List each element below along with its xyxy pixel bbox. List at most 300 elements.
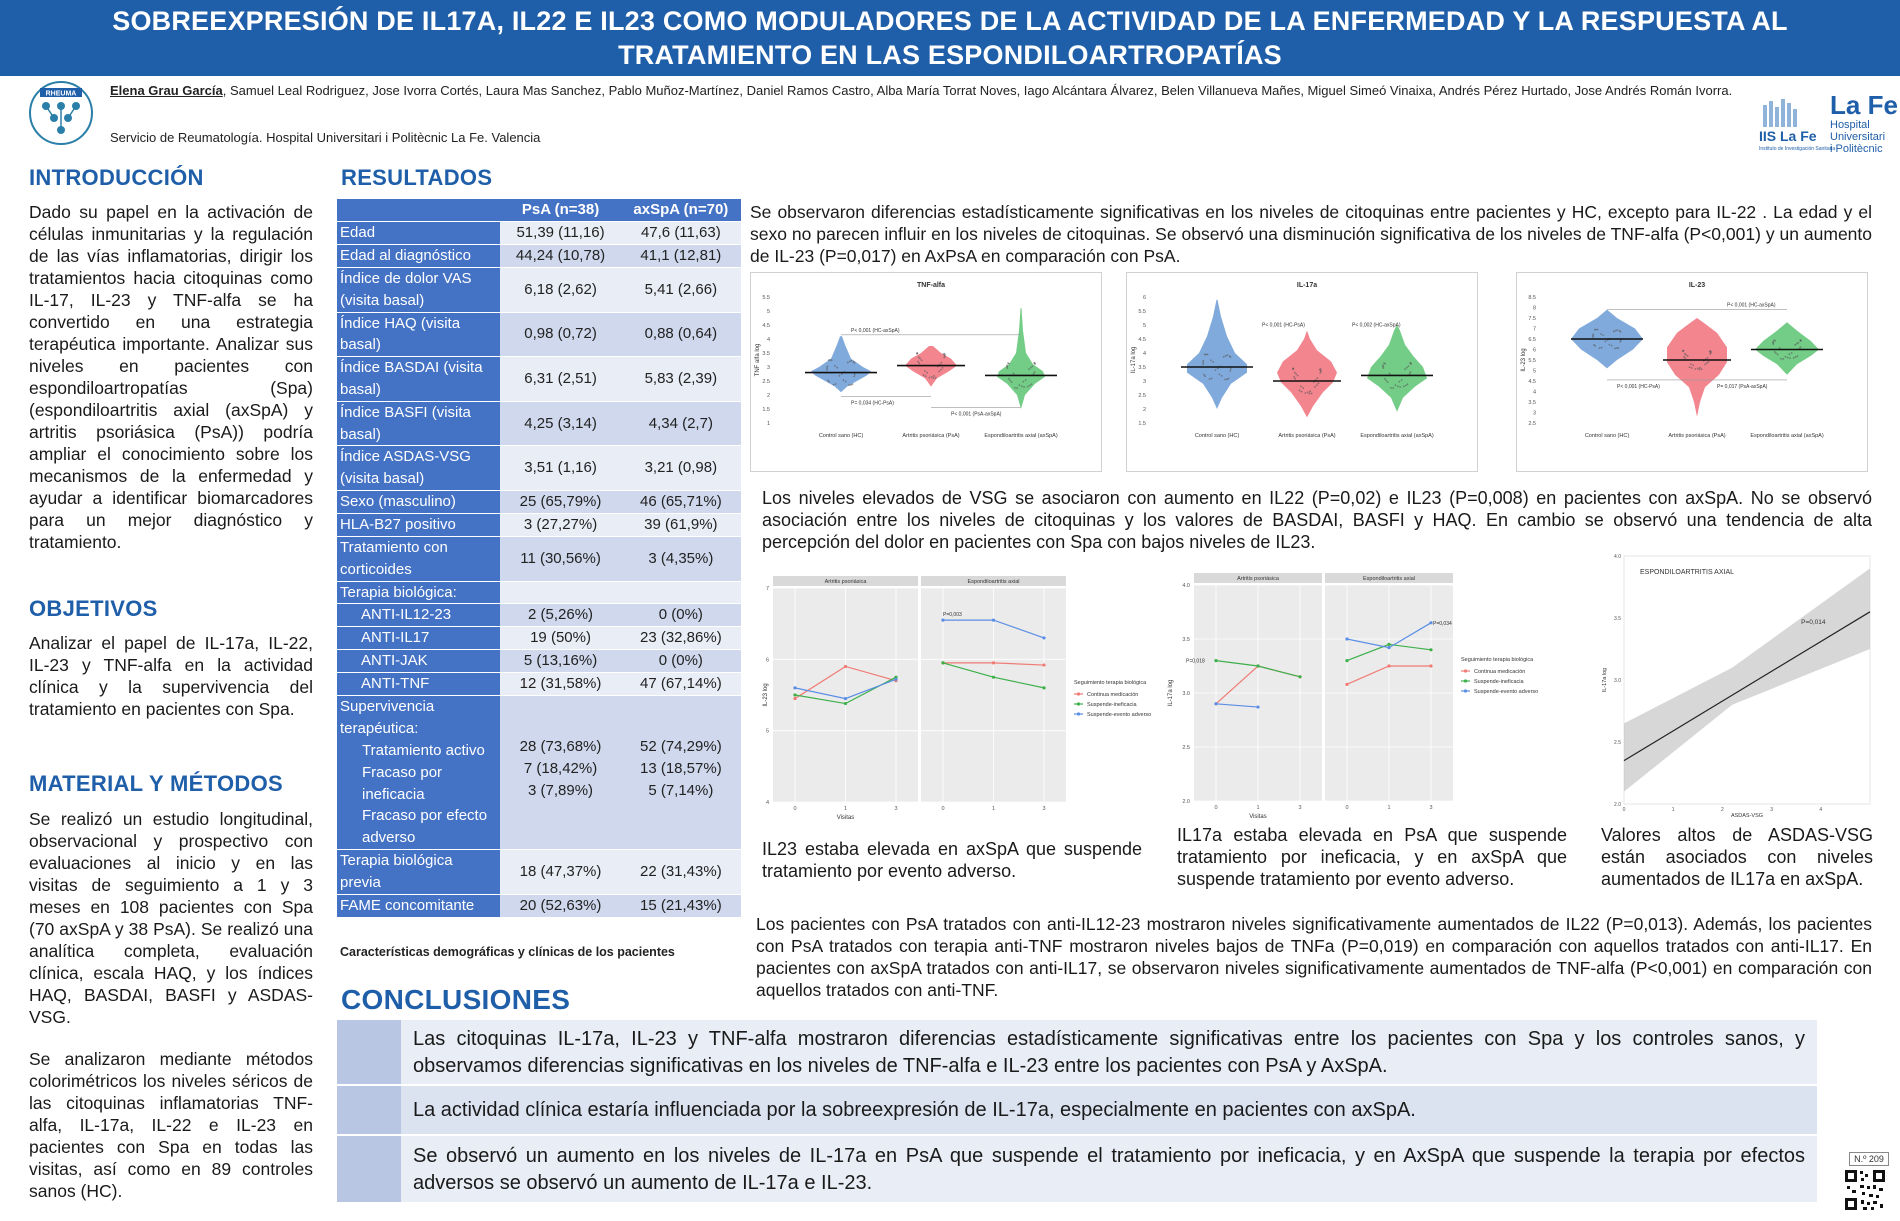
data-point bbox=[1708, 361, 1710, 363]
data-point bbox=[1230, 356, 1232, 358]
data-point bbox=[828, 359, 830, 361]
y-tick-label: 2 bbox=[766, 393, 770, 399]
data-point bbox=[1297, 375, 1299, 377]
data-point bbox=[1684, 357, 1686, 359]
data-point bbox=[1774, 340, 1776, 342]
y-tick-label: 6 bbox=[1532, 347, 1536, 354]
data-point bbox=[1799, 339, 1801, 341]
data-point bbox=[1614, 348, 1616, 350]
table-header-blank bbox=[337, 199, 500, 222]
data-point bbox=[1691, 367, 1693, 369]
conclusion-item-1 bbox=[337, 1020, 1817, 1084]
table-row-label: Índice BASDAI (visita basal) bbox=[337, 357, 500, 402]
data-point bbox=[917, 361, 919, 363]
data-point bbox=[1382, 364, 1384, 366]
y-tick-label: 3.0 bbox=[1614, 678, 1621, 684]
data-point bbox=[1796, 343, 1798, 345]
table-cell-psa: 6,18 (2,62) bbox=[500, 268, 620, 313]
data-point bbox=[921, 359, 923, 361]
data-point bbox=[1308, 393, 1310, 395]
annotation-label: P= 0,034 (HC-PsA) bbox=[851, 400, 894, 407]
data-point bbox=[828, 381, 830, 383]
x-tick-label: Artritis psoriásica (PsA) bbox=[1278, 433, 1336, 439]
series-point bbox=[941, 661, 944, 664]
data-point bbox=[1224, 379, 1226, 381]
y-tick-label: 7 bbox=[1532, 326, 1536, 333]
table-row-label: Índice BASFI (visita basal) bbox=[337, 401, 500, 446]
table-row bbox=[337, 650, 741, 673]
data-point bbox=[1404, 368, 1406, 370]
y-tick-label: 6.5 bbox=[1528, 337, 1536, 343]
y-tick-label: 2.5 bbox=[762, 379, 770, 385]
series-point bbox=[1345, 659, 1348, 662]
series-point bbox=[1042, 686, 1045, 689]
table-row bbox=[337, 245, 741, 268]
table-row bbox=[337, 894, 741, 917]
table-cell-axspa: 41,1 (12,81) bbox=[621, 245, 741, 268]
rheuma-logo bbox=[28, 80, 94, 146]
survival-sub-adverse: Fracaso por efecto adverso bbox=[362, 807, 488, 847]
data-point bbox=[1794, 344, 1796, 346]
x-tick-label: 0 bbox=[1622, 807, 1626, 813]
series-point bbox=[1256, 664, 1259, 667]
line-chart-il17a-svg bbox=[1162, 563, 1582, 820]
table-row bbox=[337, 581, 741, 604]
table-cell-axspa: 4,34 (2,7) bbox=[621, 401, 741, 446]
data-point bbox=[849, 361, 851, 363]
data-point bbox=[1795, 356, 1797, 358]
data-point bbox=[1032, 365, 1034, 367]
series-point bbox=[1298, 675, 1301, 678]
annotation-label: P=0,003 bbox=[943, 612, 962, 619]
series-point bbox=[793, 697, 796, 700]
data-point bbox=[1611, 345, 1613, 347]
data-point bbox=[826, 367, 828, 369]
data-point bbox=[1226, 378, 1228, 380]
table-cell-axspa: 5,41 (2,66) bbox=[621, 268, 741, 313]
violin-chart-tnf-svg bbox=[751, 273, 1101, 471]
data-point bbox=[1029, 385, 1031, 387]
data-point bbox=[1615, 330, 1617, 332]
table-cell-psa: 5 (13,16%) bbox=[500, 650, 620, 673]
data-point bbox=[1710, 350, 1712, 352]
table-cell-axspa: 22 (31,43%) bbox=[621, 849, 741, 894]
table-cell-psa: 11 (30,56%) bbox=[500, 536, 620, 581]
y-tick-label: 4 bbox=[1142, 351, 1146, 357]
legend-swatch-point bbox=[1464, 679, 1467, 682]
data-point bbox=[1410, 371, 1412, 373]
data-point bbox=[940, 369, 942, 371]
data-point bbox=[1305, 392, 1307, 394]
objectives-text: Analizar el papel de IL-17a, IL-22, IL-23 y TNF-alfa en la actividad clínica y la supervivencia del tratamiento en pacientes con Spa. bbox=[29, 633, 313, 719]
violin-chart-il17a-svg bbox=[1127, 273, 1477, 471]
y-tick-label: 3.5 bbox=[1528, 400, 1536, 406]
conclusion-item-3 bbox=[337, 1136, 1817, 1202]
data-point bbox=[931, 376, 933, 378]
poster-number-badge: N.º 209 bbox=[1849, 1152, 1889, 1166]
table-cell-empty bbox=[500, 581, 620, 604]
table-row bbox=[337, 446, 741, 491]
data-point bbox=[919, 358, 921, 360]
annotation-label: P< 0,001 (HC-axSpA) bbox=[1727, 302, 1776, 309]
data-point bbox=[1033, 362, 1035, 364]
x-tick-label: 3 bbox=[894, 806, 898, 812]
data-point bbox=[1013, 373, 1015, 375]
line-chart-il17a bbox=[1162, 563, 1582, 820]
x-tick-label: 3 bbox=[1298, 805, 1302, 811]
x-tick-label: Espondiloartritis axial (axSpA) bbox=[984, 433, 1058, 439]
violin-shape bbox=[1755, 322, 1819, 375]
data-point bbox=[1014, 387, 1016, 389]
data-point bbox=[1788, 353, 1790, 355]
data-point bbox=[1307, 391, 1309, 393]
data-point bbox=[1384, 363, 1386, 365]
x-tick-label: 1 bbox=[991, 806, 996, 812]
data-point bbox=[941, 362, 943, 364]
legend-title: Seguimiento terapia biológica bbox=[1461, 657, 1534, 663]
data-point bbox=[1225, 355, 1227, 357]
conclusion-marker bbox=[337, 1136, 401, 1202]
data-point bbox=[1221, 375, 1223, 377]
table-row-label: Índice ASDAS-VSG (visita basal) bbox=[337, 446, 500, 491]
y-tick-label: 2.5 bbox=[1528, 421, 1536, 427]
data-point bbox=[836, 367, 838, 369]
results-text-1: Se observaron diferencias estadísticamente significativas en los niveles de citoquinas entre pacientes y HC, excepto para IL-22 . La edad y el sexo no parecen influir en los niveles de citoquinas. Se observó una disminución significativa de los niveles de TNF-alfa (P<0,001) y un aumento de IL-23 (P=0,017) en AxPsA en comparación con PsA. bbox=[750, 202, 1872, 266]
data-point bbox=[924, 370, 926, 372]
data-point bbox=[1704, 363, 1706, 365]
data-point bbox=[1601, 347, 1603, 349]
legend-label: Suspende-evento adverso bbox=[1087, 712, 1152, 718]
y-tick-label: 6 bbox=[1142, 295, 1146, 301]
data-point bbox=[918, 362, 920, 364]
table-cell-axspa: 46 (65,71%) bbox=[621, 490, 741, 513]
data-point bbox=[1791, 352, 1793, 354]
data-point bbox=[1613, 331, 1615, 333]
survival-label: Supervivencia terapéutica: bbox=[340, 698, 435, 738]
data-point bbox=[831, 359, 833, 361]
y-tick-label: 3 bbox=[766, 365, 770, 371]
data-point bbox=[1314, 386, 1316, 388]
legend-swatch-point bbox=[1464, 669, 1467, 672]
data-point bbox=[1392, 387, 1394, 389]
series-point bbox=[894, 678, 897, 681]
y-tick-label: 1.5 bbox=[762, 407, 770, 413]
series-point bbox=[793, 686, 796, 689]
poster-header bbox=[0, 0, 1900, 76]
table-row-label: Edad al diagnóstico bbox=[337, 245, 500, 268]
data-point bbox=[1008, 363, 1010, 365]
table-row-label: Índice de dolor VAS (visita basal) bbox=[337, 268, 500, 313]
data-point bbox=[1215, 369, 1217, 371]
data-point bbox=[935, 377, 937, 379]
data-point bbox=[1021, 385, 1023, 387]
table-cell-axspa: 39 (61,9%) bbox=[621, 513, 741, 536]
legend-title: Seguimiento terapia biológica bbox=[1074, 680, 1147, 686]
data-point bbox=[1008, 378, 1010, 380]
table-cell-axspa: 0 (0%) bbox=[621, 604, 741, 627]
x-tick-label: Control sano (HC) bbox=[1584, 433, 1630, 439]
x-tick-label: Artritis psoriásica (PsA) bbox=[902, 433, 960, 439]
legend-swatch-point bbox=[1077, 702, 1080, 705]
table-row bbox=[337, 401, 741, 446]
data-point bbox=[1202, 362, 1204, 364]
table-cell-psa: 3,51 (1,16) bbox=[500, 446, 620, 491]
lafe-logo-text: La Fe bbox=[1830, 90, 1898, 120]
objectives-heading: OBJETIVOS bbox=[29, 596, 158, 621]
data-point bbox=[1409, 362, 1411, 364]
poster-title-line1: SOBREEXPRESIÓN DE IL17A, IL22 E IL23 COMO MODULADORES DE LA ACTIVIDAD DE LA ENFERMEDAD Y LA RESPUESTA AL bbox=[112, 6, 1788, 36]
y-tick-label: 7 bbox=[765, 586, 769, 592]
data-point bbox=[1299, 390, 1301, 392]
x-tick-label: 1 bbox=[1387, 805, 1391, 811]
data-point bbox=[1697, 368, 1699, 370]
table-cell-psa: 51,39 (11,16) bbox=[500, 222, 620, 245]
data-point bbox=[1602, 334, 1604, 336]
y-tick-label: 2.5 bbox=[1182, 745, 1190, 751]
lafe-logo-sub1: Hospital bbox=[1830, 119, 1870, 131]
table-row-label: ANTI-IL17 bbox=[337, 627, 500, 650]
data-point bbox=[1699, 367, 1701, 369]
table-row-label: HLA-B27 positivo bbox=[337, 513, 500, 536]
violin-chart-il17a bbox=[1126, 272, 1478, 472]
data-point bbox=[1707, 357, 1709, 359]
data-point bbox=[1218, 373, 1220, 375]
conclusions-heading: CONCLUSIONES bbox=[341, 984, 571, 1015]
y-tick-label: 7.5 bbox=[1528, 316, 1536, 322]
data-point bbox=[1309, 390, 1311, 392]
panel-label: Artritis psoriásica bbox=[1237, 576, 1279, 582]
data-point bbox=[944, 353, 946, 355]
table-cell-psa: 4,25 (3,14) bbox=[500, 401, 620, 446]
data-point bbox=[916, 353, 918, 355]
x-tick-label: 2 bbox=[1721, 807, 1724, 813]
table-header-psa: PsA (n=38) bbox=[500, 199, 620, 222]
series-point bbox=[793, 693, 796, 696]
annotation-label: P< 0,001 (HC-PsA) bbox=[1262, 322, 1305, 329]
series-point bbox=[1387, 643, 1390, 646]
y-tick-label: 5 bbox=[766, 309, 770, 315]
y-tick-label: 2.5 bbox=[1614, 740, 1621, 746]
x-tick-label: 3 bbox=[1429, 805, 1433, 811]
table-row-label: Terapia biológica: bbox=[337, 581, 500, 604]
chart-title: ESPONDILOARTRITIS AXIAL bbox=[1640, 569, 1735, 576]
table-cell-psa: 2 (5,26%) bbox=[500, 604, 620, 627]
table-cell-axspa: 0,88 (0,64) bbox=[621, 312, 741, 357]
y-tick-label: 4 bbox=[766, 337, 770, 343]
table-cell-psa: 18 (47,37%) bbox=[500, 849, 620, 894]
table-cell-psa: 0,98 (0,72) bbox=[500, 312, 620, 357]
data-point bbox=[929, 377, 931, 379]
data-point bbox=[1387, 381, 1389, 383]
series-point bbox=[1429, 648, 1432, 651]
caption-il23: IL23 estaba elevada en axSpA que suspende tratamiento por evento adverso. bbox=[762, 839, 1142, 881]
chart-title: IL-17a bbox=[1296, 282, 1318, 289]
qr-code-icon[interactable] bbox=[1843, 1168, 1887, 1212]
data-point bbox=[1019, 384, 1021, 386]
data-point bbox=[1300, 385, 1302, 387]
table-cell-psa: 3 (27,27%) bbox=[500, 513, 620, 536]
survival-axspa-2: 13 (18,57%) bbox=[639, 760, 722, 778]
data-point bbox=[835, 383, 837, 385]
y-tick-label: 8 bbox=[1532, 305, 1536, 312]
table-row bbox=[337, 357, 741, 402]
table-cell-psa bbox=[500, 696, 620, 850]
data-point bbox=[1772, 341, 1774, 343]
data-point bbox=[1682, 350, 1684, 352]
chart-title: TNF-alfa bbox=[917, 282, 945, 289]
data-point bbox=[1389, 373, 1391, 375]
y-axis-label: IL-23 log bbox=[763, 683, 769, 707]
table-cell-axspa: 15 (21,43%) bbox=[621, 894, 741, 917]
data-point bbox=[1016, 387, 1018, 389]
data-point bbox=[848, 384, 850, 386]
data-point bbox=[1684, 353, 1686, 355]
violin-shape bbox=[1367, 325, 1427, 412]
data-point bbox=[1006, 364, 1008, 366]
data-point bbox=[1690, 363, 1692, 365]
annotation-label: P< 0,001 (HC-PsA) bbox=[1617, 383, 1660, 390]
data-point bbox=[1608, 344, 1610, 346]
series-point bbox=[992, 619, 995, 622]
y-tick-label: 1.5 bbox=[1138, 421, 1146, 427]
series-point bbox=[1214, 659, 1217, 662]
data-point bbox=[839, 375, 841, 377]
x-axis-label: Visitas bbox=[1249, 814, 1267, 820]
violin-shape bbox=[1277, 331, 1337, 418]
data-point bbox=[1800, 346, 1802, 348]
table-cell-psa: 20 (52,63%) bbox=[500, 894, 620, 917]
y-tick-label: 3.5 bbox=[762, 351, 770, 357]
data-point bbox=[926, 372, 928, 374]
violin-shape bbox=[1667, 318, 1727, 417]
data-point bbox=[1302, 387, 1304, 389]
y-axis-label: IL-17a log bbox=[1602, 667, 1608, 693]
data-point bbox=[1209, 378, 1211, 380]
poster-title-line2: TRATAMIENTO EN LAS ESPONDILOARTROPATÍAS bbox=[618, 40, 1282, 70]
data-point bbox=[1320, 368, 1322, 370]
data-point bbox=[853, 375, 855, 377]
legend-label: Continua medicación bbox=[1087, 692, 1139, 698]
table-header-axspa: axSpA (n=70) bbox=[621, 199, 741, 222]
data-point bbox=[1620, 331, 1622, 333]
table-row bbox=[337, 513, 741, 536]
table-cell-axspa: 47 (67,14%) bbox=[621, 673, 741, 696]
y-tick-label: 5.5 bbox=[1528, 358, 1536, 364]
legend-swatch-point bbox=[1077, 712, 1080, 715]
table-row-label: FAME concomitante bbox=[337, 894, 500, 917]
iis-logo-text: IIS La Fe bbox=[1759, 128, 1817, 144]
data-point bbox=[826, 365, 828, 367]
data-point bbox=[1011, 381, 1013, 383]
data-point bbox=[1397, 385, 1399, 387]
data-point bbox=[1293, 376, 1295, 378]
data-point bbox=[1689, 366, 1691, 368]
data-point bbox=[1318, 382, 1320, 384]
survival-axspa-1: 52 (74,29%) bbox=[639, 738, 722, 756]
table-row bbox=[337, 490, 741, 513]
y-tick-label: 5.5 bbox=[762, 295, 770, 301]
data-point bbox=[1223, 356, 1225, 358]
panel-label: Espondiloartritis axial bbox=[967, 579, 1020, 585]
violin-shape bbox=[1187, 300, 1247, 409]
x-axis-label: ASDAS-VSG bbox=[1730, 813, 1764, 819]
table-row-label bbox=[337, 696, 500, 850]
rheuma-logo-text: RHEUMA bbox=[45, 90, 77, 98]
y-tick-label: 4.5 bbox=[1138, 337, 1146, 343]
data-point bbox=[826, 369, 828, 371]
data-point bbox=[854, 374, 856, 376]
table-row-label: Índice HAQ (visita basal) bbox=[337, 312, 500, 357]
data-point bbox=[1025, 379, 1027, 381]
y-tick-label: 2.5 bbox=[1138, 393, 1146, 399]
data-point bbox=[1030, 367, 1032, 369]
y-tick-label: 5.5 bbox=[1138, 309, 1146, 315]
data-point bbox=[1798, 342, 1800, 344]
data-point bbox=[1709, 353, 1711, 355]
series-point bbox=[844, 702, 847, 705]
series-point bbox=[992, 676, 995, 679]
scatter-chart-asdas-svg bbox=[1598, 548, 1878, 818]
scatter-chart-asdas bbox=[1598, 548, 1878, 818]
x-tick-label: 0 bbox=[1214, 805, 1218, 811]
table-cell-psa: 12 (31,58%) bbox=[500, 673, 620, 696]
table-row bbox=[337, 627, 741, 650]
table-cell-axspa: 5,83 (2,39) bbox=[621, 357, 741, 402]
data-point bbox=[1401, 379, 1403, 381]
first-author: Elena Grau García bbox=[110, 83, 223, 98]
annotation-label: P=0,018 bbox=[1186, 658, 1205, 665]
data-point bbox=[1406, 367, 1408, 369]
annotation-label: P< 0,001 (PsA-axSpA) bbox=[951, 411, 1002, 418]
violin-shape bbox=[811, 336, 871, 392]
violin-chart-tnf bbox=[750, 272, 1102, 472]
intro-text: Dado su papel en la activación de células inmunitarias y la regulación de las vías inflamatorias, dirigir los tratamientos hacia citoquinas como IL-17, IL-23 y TNF-alfa se ha convertido en una estrategia terapéutica importante. Analizar sus niveles en pacientes con espondiloartropatías (Spa) (espondiloartritis axial (axSpA) y artritis psoriásica (PsA)) podría ampliar el conocimiento sobre los mecanismos de la enfermedad y ayudar a identificar biomarcadores para un mejor diagnóstico y tratamiento. bbox=[29, 202, 313, 552]
caption-asdas: Valores altos de ASDAS-VSG están asociados con niveles aumentados de IL17a en axSpA. bbox=[1601, 825, 1873, 889]
y-axis-label: IL-17a log bbox=[1131, 346, 1137, 374]
legend-label: Suspende-ineficacia bbox=[1474, 679, 1524, 685]
y-tick-label: 5 bbox=[1532, 368, 1536, 375]
data-point bbox=[1782, 358, 1784, 360]
data-point bbox=[1706, 362, 1708, 364]
lafe-logo-sub3: i Politècnic bbox=[1830, 143, 1883, 155]
data-point bbox=[1407, 383, 1409, 385]
data-point bbox=[1793, 357, 1795, 359]
annotation-label: P=0,034 bbox=[1433, 620, 1452, 627]
table-row bbox=[337, 268, 741, 313]
data-point bbox=[1294, 378, 1296, 380]
data-point bbox=[1787, 357, 1789, 359]
legend-swatch-point bbox=[1077, 692, 1080, 695]
x-tick-label: 3 bbox=[1770, 807, 1773, 813]
data-point bbox=[1780, 358, 1782, 360]
other-authors: , Samuel Leal Rodriguez, Jose Ivorra Cortés, Laura Mas Sanchez, Pablo Muñoz-Martínez, Daniel Ramos Castro, Alba María Torrat Noves, Iago Alcántara Álvarez, Belen Villanueva Mañes, Miguel Simeó Vinaixa, Andrés Pérez Hurtado, Jose Andrés Román Ivorra. bbox=[222, 83, 1733, 98]
series-point bbox=[992, 661, 995, 664]
y-tick-label: 3 bbox=[1532, 410, 1536, 417]
results-text-2: Los niveles elevados de VSG se asociaron con aumento en IL22 (P=0,02) e IL23 (P=0,008) en pacientes con axSpA. No se observó asociación entre los niveles de citoquinas y los valores de BASDAI, BASFI y HAQ. En cambio se observó una tendencia de alta percepción del dolor en pacientes con Spa con bajos niveles de IL23. bbox=[762, 488, 1872, 552]
data-point bbox=[1616, 347, 1618, 349]
data-point bbox=[854, 362, 856, 364]
data-point bbox=[1316, 384, 1318, 386]
y-tick-label: 4 bbox=[1532, 389, 1536, 396]
data-point bbox=[923, 374, 925, 376]
data-point bbox=[1775, 352, 1777, 354]
table-row-label: ANTI-JAK bbox=[337, 650, 500, 673]
data-point bbox=[845, 381, 847, 383]
data-point bbox=[1229, 370, 1231, 372]
data-point bbox=[1022, 381, 1024, 383]
x-tick-label: Control sano (HC) bbox=[1194, 433, 1240, 439]
panel-label: Espondiloartritis axial bbox=[1363, 576, 1415, 582]
